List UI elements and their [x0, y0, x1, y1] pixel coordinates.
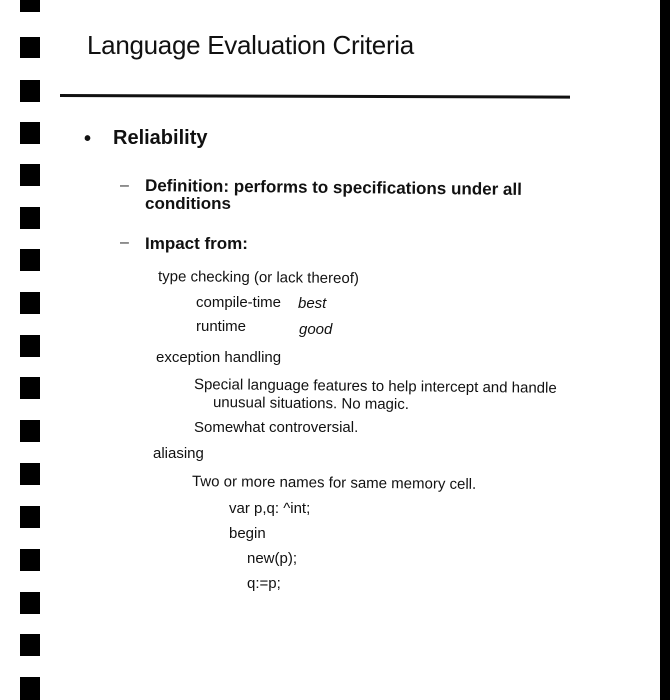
binder-hole	[20, 0, 40, 12]
compile-time-rating: best	[298, 295, 327, 312]
binder-hole	[20, 634, 40, 656]
binder-hole	[20, 37, 40, 58]
type-checking-label: type checking (or lack thereof)	[157, 268, 360, 288]
exception-handling-line2: unusual situations. No magic.	[212, 394, 410, 414]
definition-text: performs to specifications under all	[233, 176, 522, 199]
aliasing-label: aliasing	[153, 445, 204, 462]
binder-hole	[20, 549, 40, 571]
aliasing-description: Two or more names for same memory cell.	[191, 473, 477, 493]
binder-hole	[20, 592, 40, 614]
code-line: var p,q: ^int;	[229, 500, 311, 517]
binder-hole	[20, 207, 40, 229]
binder-hole	[20, 506, 40, 528]
binder-hole	[20, 292, 40, 314]
scan-edge	[660, 0, 670, 700]
code-line: new(p);	[247, 550, 298, 567]
binder-hole	[20, 122, 40, 144]
dash-marker: –	[120, 234, 129, 251]
code-line: begin	[229, 525, 266, 542]
code-line: q:=p;	[247, 575, 281, 592]
exception-handling-line1: Special language features to help intercept and handle	[193, 376, 557, 397]
bullet-marker: •	[84, 128, 92, 150]
binder-hole	[20, 80, 40, 102]
definition-continuation: conditions	[145, 194, 231, 213]
binder-hole	[20, 420, 40, 442]
binder-hole	[20, 335, 40, 357]
section-heading: Reliability	[113, 127, 208, 149]
exception-handling-label: exception handling	[156, 349, 282, 366]
binder-hole	[20, 249, 40, 271]
compile-time-label: compile-time	[196, 294, 282, 311]
binder-hole	[20, 377, 40, 399]
page-title: Language Evaluation Criteria	[87, 30, 414, 60]
runtime-rating: good	[299, 321, 333, 338]
binder-hole	[20, 677, 40, 700]
binder-hole	[20, 164, 40, 186]
impact-label: Impact from:	[145, 234, 248, 253]
definition-label: Definition:	[144, 176, 230, 196]
exception-handling-note: Somewhat controversial.	[194, 419, 359, 436]
title-divider	[60, 94, 570, 99]
runtime-label: runtime	[196, 318, 247, 335]
dash-marker: –	[120, 177, 129, 194]
binder-hole	[20, 463, 40, 485]
